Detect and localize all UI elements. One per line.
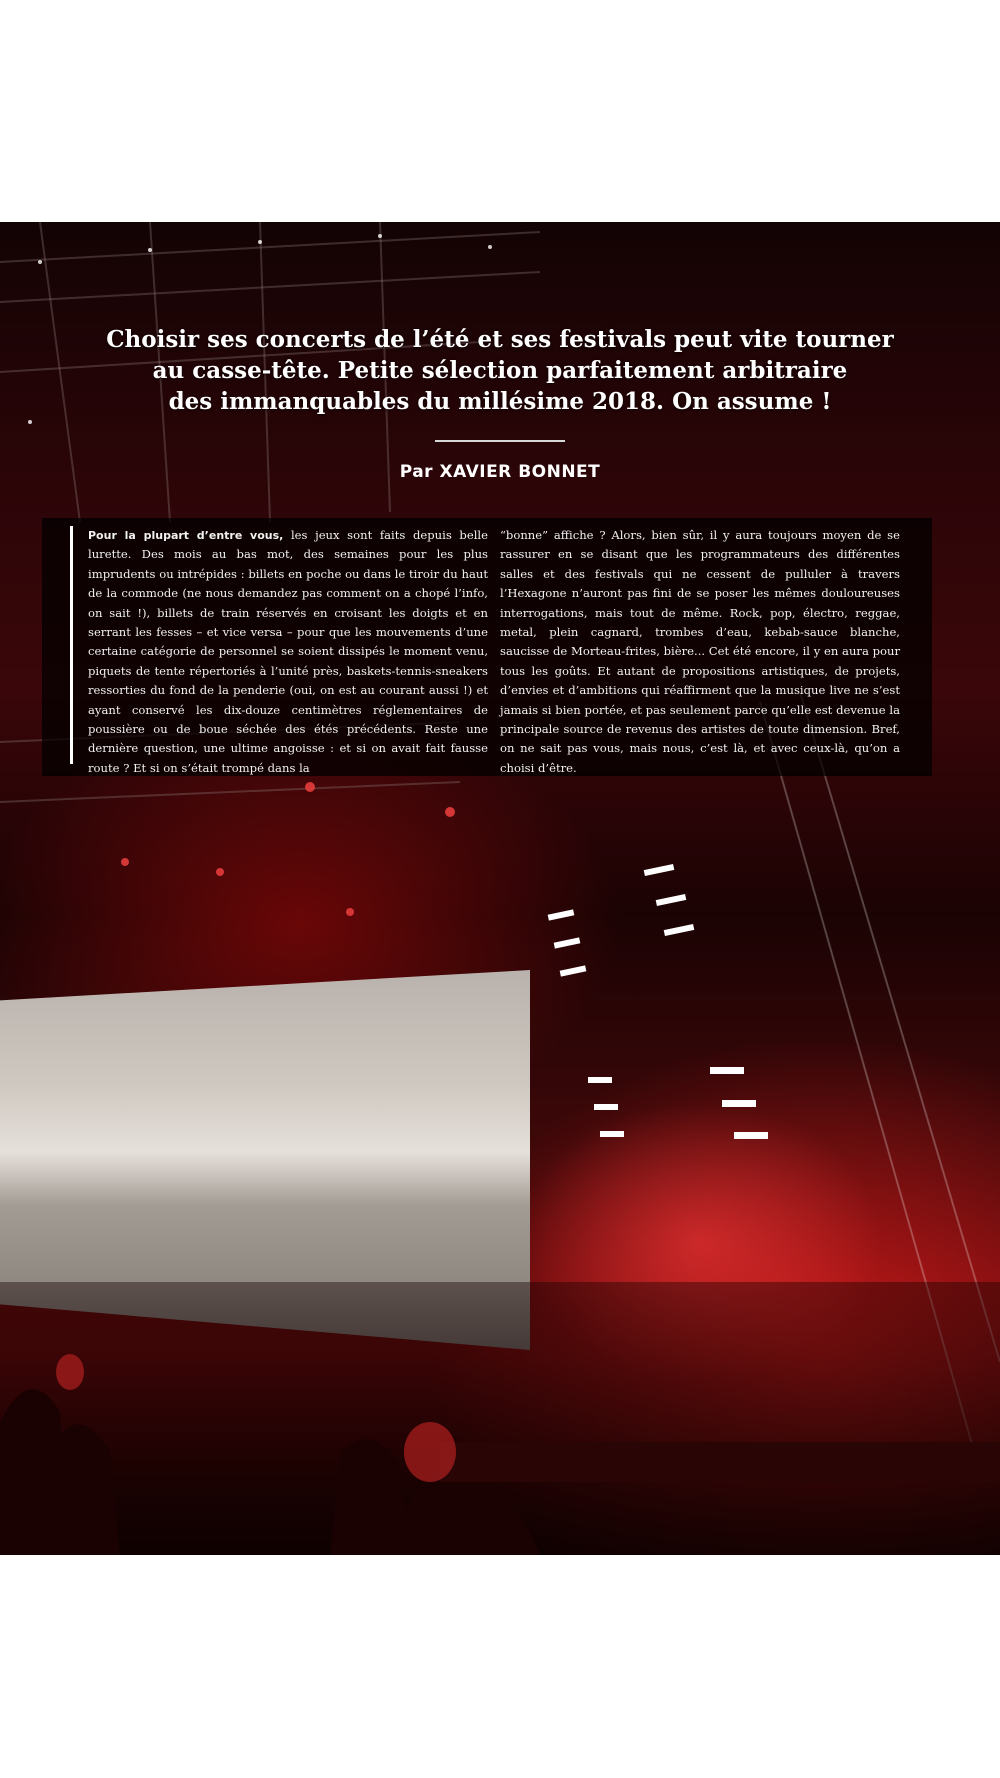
- headline-line-1: Choisir ses concerts de l’été et ses festivals peut vite tourner: [106, 326, 894, 353]
- lead-accent-bar: [70, 526, 73, 764]
- article-lead-in: Pour la plupart d’entre vous,: [88, 529, 284, 542]
- concert-photo-background: [0, 222, 1000, 1555]
- crowd-silhouettes: [0, 1302, 1000, 1555]
- article-body-box: [42, 518, 932, 776]
- article-column-2: “bonne” affiche ? Alors, bien sûr, il y aura toujours moyen de se rassurer en se disant que les programmateurs des différentes salles et des festivals qui ne cessent de pulluler à travers l’Hexagone n’auront pas fini de se poser les mêmes douloureuses interrogations, mais tout de même. Rock, pop, électro, reggae, metal, plein cagnard, trombes d’eau, kebab-sauce blanche, saucisse de Morteau-frites, bière... Cet été encore, il y en aura pour tous les goûts. Et autant de propositions artistiques, de projets, d’envies et d’ambitions qui réaffirment que la musique live ne s’est jamais si bien portée, et pas seulement parce qu’elle est devenue la principale source de revenus des artistes de toute dimension. Bref, on ne sait pas vous, mais nous, c’est là, et avec ceux-là, qu’on a choisi d’être.: [500, 528, 900, 775]
- article-column-1: [88, 526, 488, 778]
- byline: Par XAVIER BONNET: [399, 462, 601, 482]
- article-headline: [40, 324, 960, 417]
- headline-line-2: au casse-tête. Petite sélection parfaitement arbitraire: [152, 357, 848, 384]
- headline-line-3: des immanquables du millésime 2018. On assume !: [168, 388, 832, 415]
- headline-divider: [435, 440, 565, 442]
- column-1-text: les jeux sont faits depuis belle lurette. Des mois au bas mot, des semaines pour les plus imprudents ou intrépides : billets en poche ou dans le tiroir du haut de la commode (ne nous demandez pas comment on a chopé l’info, on sait !), billets de train réservés en croisant les doigts et en serrant les fesses – et vice versa – pour que les mouvements d’une certaine catégorie de personnel se soient dissipés le moment venu, piquets de tente répertoriés à l’unité près, baskets-tennis-sneakers ressorties du fond de la penderie (oui, on est au courant aussi !) et ayant conservé les dix-douze centimètres réglementaires de poussière ou de boue séchée des étés précédents. Reste une dernière question, une ultime angoisse : et si on avait fait fausse route ? Et si on s’était trompé dans la: [88, 528, 488, 775]
